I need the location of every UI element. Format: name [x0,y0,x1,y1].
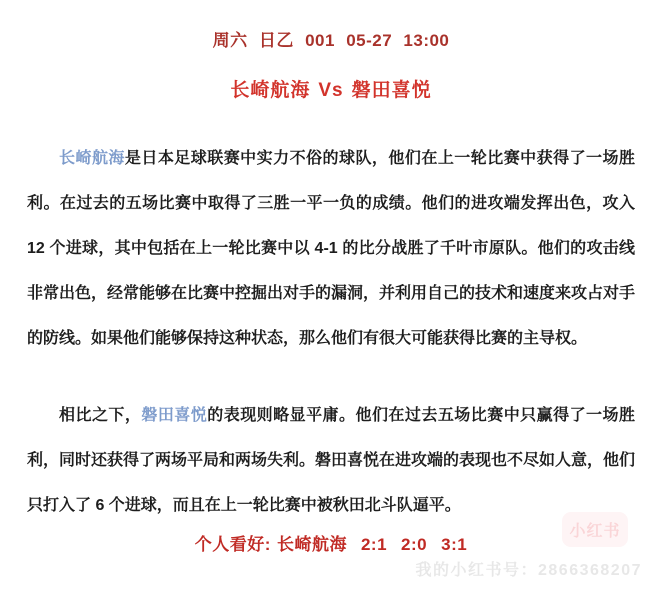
xiaohongshu-logo-watermark: 小红书 [562,512,628,547]
prediction-score-1: 2:1 [360,535,388,554]
vs-label: Vs [318,80,344,101]
match-title [0,75,662,102]
match-weekday: 周六 [212,31,248,50]
prediction-score-2: 2:0 [401,535,428,554]
prediction-label: 个人看好: [194,535,271,554]
home-team-link[interactable]: 长崎航海 [59,150,125,167]
match-date: 05-27 [346,31,393,50]
xiaohongshu-account-watermark: 我的小红书号：2866368207 [415,562,642,579]
away-analysis-text: 的表现则略显平庸。他们在过去五场比赛中只赢得了一场胜利，同时还获得了两场平局和两场失利。磐田喜悦在进攻端的表现也不尽如人意，他们只打入了 6 个进球，而且在上一轮比赛中被秋田北斗队逼平。 [27,407,636,514]
match-number: 001 [305,31,335,50]
away-team-name: 磐田喜悦 [351,80,432,101]
match-time: 13:00 [403,31,450,50]
paragraph-away-analysis [27,393,635,528]
prediction-score-3: 3:1 [441,535,468,554]
match-header [0,26,662,51]
match-league: 日乙 [258,31,294,50]
paragraph-home-analysis [27,136,635,361]
away-analysis-lead: 相比之下， [59,407,142,424]
away-team-link[interactable]: 磐田喜悦 [141,407,208,424]
article-body [27,136,635,528]
home-team-name: 长崎航海 [230,80,311,101]
home-analysis-text: 是日本足球联赛中实力不俗的球队，他们在上一轮比赛中获得了一场胜利。在过去的五场比赛中取得了三胜一平一负的成绩。他们的进攻端发挥出色，攻入 12 个进球，其中包括在上一轮比赛中以 4-1 的比分战胜了千叶市原队。他们的攻击线非常出色，经常能够在比赛中控掘出对手的漏洞，并利用自己的技术和速度来攻占对手的防线。如果他们能够保持这种状态，那么他们有很大可能获得比赛的主导权。 [27,150,636,347]
prediction-team: 长崎航海 [276,535,347,554]
